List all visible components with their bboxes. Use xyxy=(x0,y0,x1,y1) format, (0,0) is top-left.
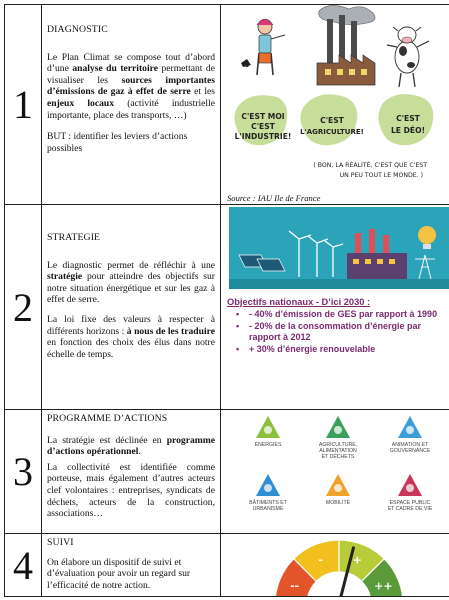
action-domain-label: ET DÉCHETS xyxy=(321,454,355,461)
row-suivi xyxy=(5,534,449,597)
illustration-footer-line: UN PEU TOUT LE MONDE. ) xyxy=(339,172,423,179)
bubble-industry-line: C'EST MOI xyxy=(241,112,285,121)
step-number: 2 xyxy=(5,205,42,410)
row-strategie xyxy=(5,205,449,410)
step-title: PROGRAMME D’ACTIONS xyxy=(47,413,168,424)
image-source: Source : IAU Ile de France xyxy=(227,193,321,203)
step-text xyxy=(42,5,221,205)
action-domain-label: ÉNERGIES xyxy=(254,442,282,448)
bubble-industry xyxy=(234,95,291,145)
energy-landscape-illustration xyxy=(229,207,449,291)
action-domain-label: GOUVERNANCE xyxy=(389,448,431,455)
action-domain-label: ESPACE PUBLIC xyxy=(389,500,431,506)
action-domain-item xyxy=(233,414,303,448)
step-paragraph: La collectivité est identifiée comme porteuse, mais également d’autres acteurs clef volontaires : entreprises, syndicats de déchets, acteurs de la construction, associations… xyxy=(47,461,215,520)
action-domain-item xyxy=(303,472,373,506)
action-domain-label: AGRICULTURE, xyxy=(318,442,358,448)
step-number: 1 xyxy=(5,5,42,205)
action-domain-label: BÂTIMENTS ET xyxy=(249,500,287,506)
plan-climat-table xyxy=(4,4,449,597)
bubble-industry-line: L'INDUSTRIE! xyxy=(234,132,292,141)
mobility-icon xyxy=(324,472,352,498)
illustration-footer-line: ( BON, LA RÉALITÉ, C'EST QUE C'EST xyxy=(313,162,427,169)
step-title: STRATEGIE xyxy=(47,232,101,243)
gauge-label: -- xyxy=(290,579,300,593)
step-title: DIAGNOSTIC xyxy=(47,24,108,35)
agriculture-icon xyxy=(324,414,352,440)
public-space-icon xyxy=(396,472,424,498)
strategy-panel xyxy=(221,205,449,410)
row-programme xyxy=(5,410,449,534)
action-domain-label: URBANISME xyxy=(252,506,284,513)
objectives-list xyxy=(227,309,449,355)
step-paragraph: La stratégie est déclinée en programme d’actions opérationnel. xyxy=(47,434,215,458)
step-paragraph: On élabore un dispositif de suivi et d’évaluation pour avoir un regard sur l’efficacité de notre action. xyxy=(47,556,191,591)
action-domain-item xyxy=(375,472,445,512)
gauge-label: + xyxy=(352,553,362,567)
objective-item: • + 30% d’énergie renouvelable xyxy=(227,344,449,356)
action-domain-label: ANIMATION ET xyxy=(391,442,429,448)
step-goal: BUT : identifier les leviers d’actions possibles xyxy=(47,131,188,154)
action-domain-item xyxy=(233,472,303,512)
bubble-agriculture-line: L'AGRICULTURE! xyxy=(300,128,364,136)
step-number: 4 xyxy=(5,534,42,597)
step-text xyxy=(42,410,221,534)
national-objectives xyxy=(227,297,449,355)
cow-icon xyxy=(387,27,429,87)
step-paragraph: Le diagnostic permet de réfléchir à une stratégie pour atteindre des objectifs sur notre situation énergétique et sur les gaz à effet de serre. xyxy=(47,259,215,306)
step-number: 3 xyxy=(5,410,42,534)
step-title: SUIVI xyxy=(47,537,74,548)
bubble-deo-line: LE DÉO! xyxy=(390,126,426,135)
action-domain-label: MOBILITÉ xyxy=(325,500,351,506)
bubble-industry-line: C'EST xyxy=(251,122,275,131)
gauge-label: - xyxy=(318,553,323,567)
diagnostic-illustration xyxy=(221,5,449,205)
factory-icon xyxy=(317,5,375,85)
bubble-deo-line: C'EST xyxy=(396,114,420,123)
evaluation-gauge xyxy=(221,534,449,596)
bubble-deo xyxy=(378,94,433,145)
objectives-title: Objectifs nationaux - D’ici 2030 : xyxy=(227,297,371,307)
bubble-agriculture-line: C'EST xyxy=(320,116,344,125)
bubble-agriculture xyxy=(300,94,364,145)
woman-figure-icon xyxy=(241,19,285,75)
action-domain-item xyxy=(303,414,373,461)
objective-item: • - 40% d’émission de GES par rapport à 1990 xyxy=(227,309,449,321)
action-domain-label: ALIMENTATION xyxy=(319,448,357,455)
action-domain-item xyxy=(375,414,445,454)
action-domain-label: ET CADRE DE VIE xyxy=(387,506,433,513)
step-text xyxy=(42,205,221,410)
action-domains xyxy=(221,410,449,534)
cartoon-illustration xyxy=(221,5,449,205)
gauge-label: ++ xyxy=(374,579,393,593)
step-paragraph: Le Plan Climat se compose tout d’abord d’une analyse du territoire permettant de visualiser les sources importantes d’émissions de gaz à effet de serre et les enjeux locaux (activité industrielle importante, place des transports, …) xyxy=(47,51,216,121)
energy-icon xyxy=(254,414,282,440)
animation-icon xyxy=(396,414,424,440)
step-text xyxy=(42,534,221,597)
row-diagnostic xyxy=(5,5,449,205)
step-paragraph: La loi fixe des valeurs à respecter à différents horizons : à nous de les traduire en fonction des choix des élus dans notre échelle de temps. xyxy=(47,313,215,360)
objective-item: • - 20% de la consommation d’énergie par rapport à 2012 xyxy=(227,321,449,344)
evaluation-gauge-cell xyxy=(221,534,449,597)
building-icon xyxy=(254,472,282,498)
